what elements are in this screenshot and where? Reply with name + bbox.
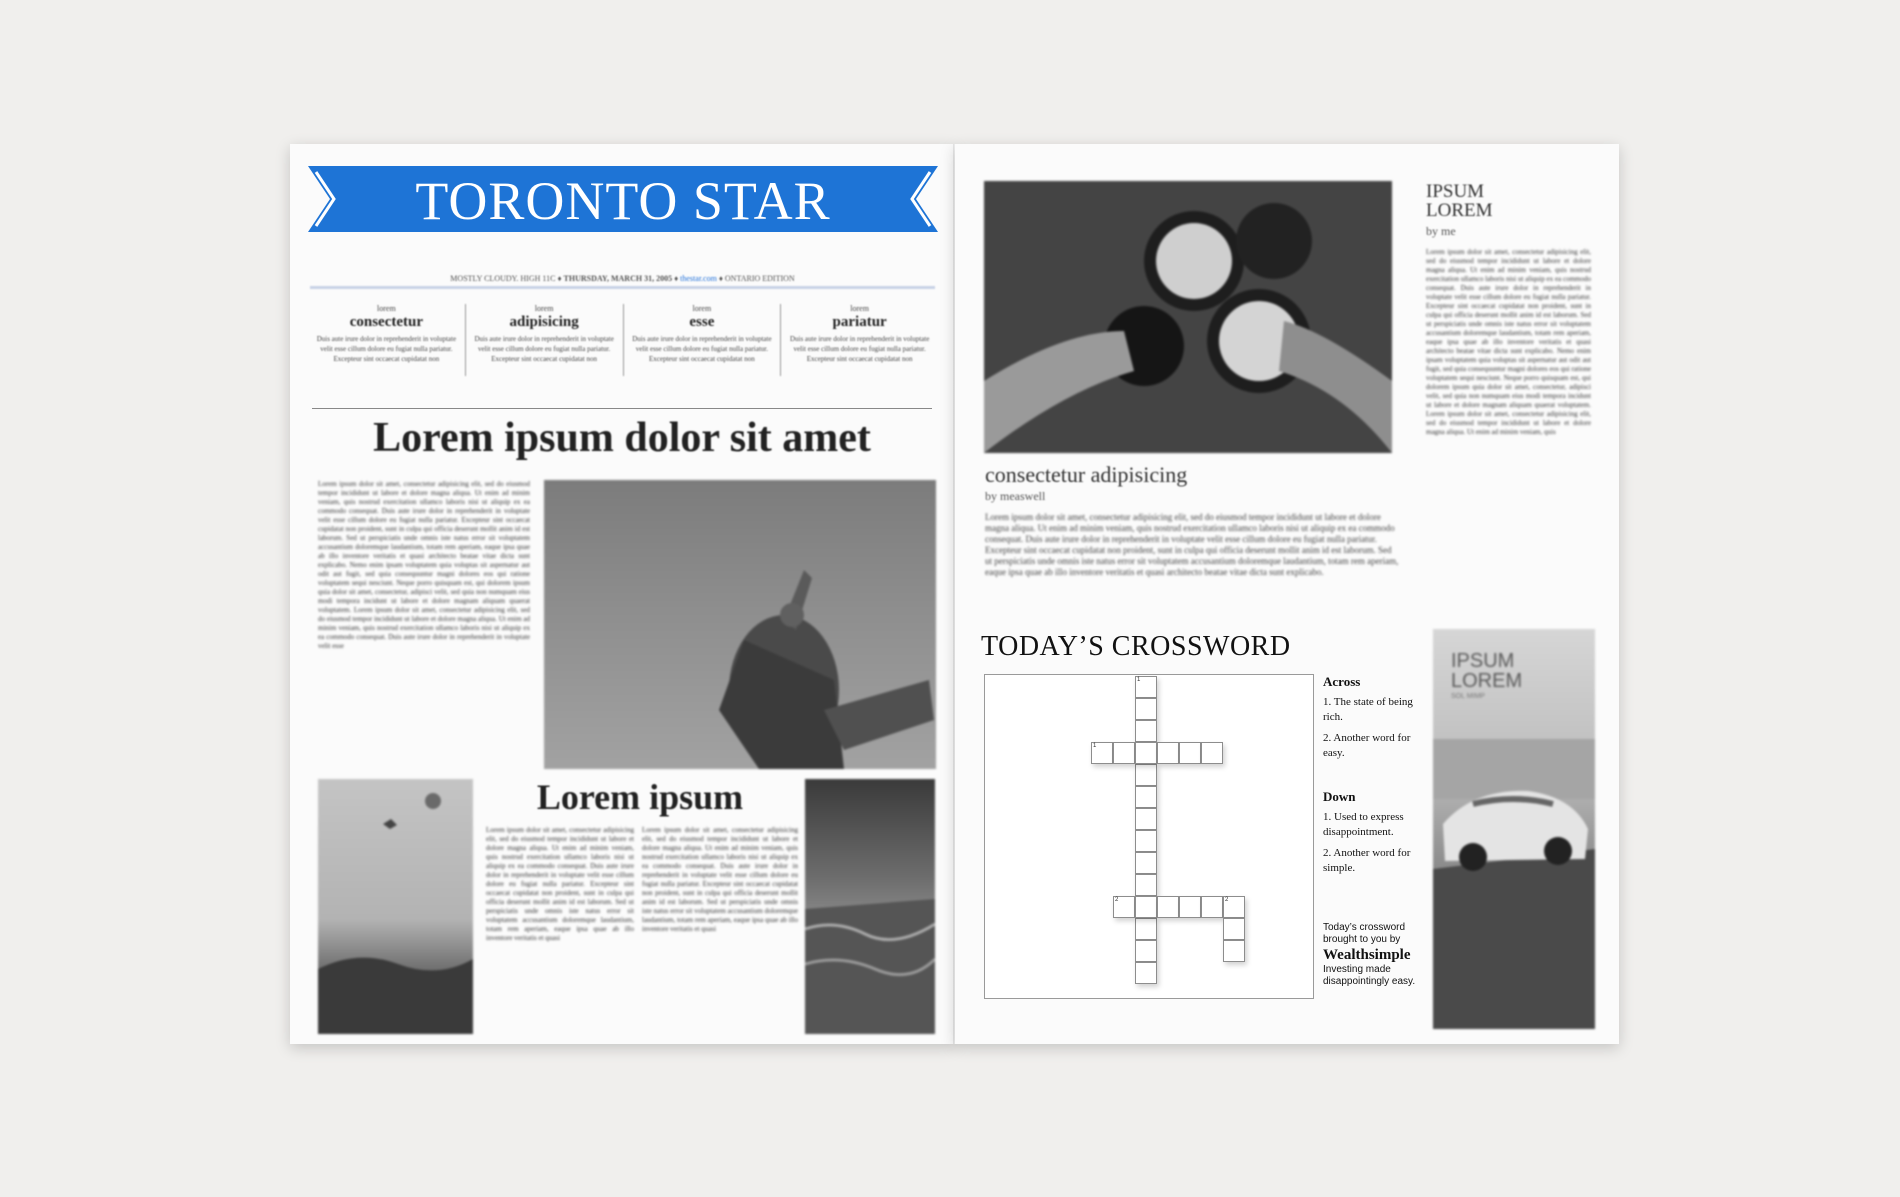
crossword-title: TODAY’S CROSSWORD	[981, 631, 1291, 662]
crossword-cell[interactable]	[1135, 764, 1157, 786]
crossword-cell[interactable]	[1113, 896, 1135, 918]
crossword-cell[interactable]	[1223, 896, 1245, 918]
masthead-title: TORONTO STAR	[415, 171, 831, 231]
teaser-headline: pariatur	[832, 314, 887, 330]
teaser-kicker: lorem	[534, 304, 554, 313]
date-text: THURSDAY, MARCH 31, 2005	[563, 274, 673, 283]
car-image	[1433, 629, 1595, 1029]
second-headline: Lorem ipsum	[536, 777, 744, 817]
crossword-cell[interactable]	[1201, 742, 1223, 764]
crossword-cell[interactable]	[1113, 742, 1135, 764]
sea-photo	[805, 779, 935, 1034]
teaser-body: Duis aute irure dolor in reprehenderit in voluptate velit esse cillum dolore eu fugiat nulla pariatur. Excepteur sint occaecat cupidatat non	[632, 335, 772, 363]
crossword-cell[interactable]	[1135, 852, 1157, 874]
feature-headline: consectetur adipisicing	[985, 462, 1188, 487]
sponsor-tagline: Investing made disappointingly easy.	[1323, 964, 1416, 987]
second-col-1: Lorem ipsum dolor sit amet, consectetur adipisicing elit, sed do eiusmod tempor incididunt ut labore et dolore magna aliqua. Ut enim ad minim veniam, quis nostrud exercitation ullamco laboris nisi ut aliquip ex ea commodo consequat. Duis aute irure dolor in reprehenderit in voluptate velit esse cillum dolore eu fugiat nulla pariatur. Excepteur sint occaecat cupidatat non proident, sunt in culpa qui officia deserunt mollit anim id est laborum. Sed ut perspiciatis unde omnis iste natus error sit voluptatem accusantium doloremque laudantium, totam rem aperiam, eaque ipsa quae ab illo inventore veritatis et quasi	[486, 826, 634, 942]
clue-down-2: 2. Another word for simple.	[1323, 847, 1411, 874]
teaser-body: Duis aute irure dolor in reprehenderit in voluptate velit esse cillum dolore eu fugiat nulla pariatur. Excepteur sint occaecat cupidatat non	[789, 335, 930, 363]
clue-number: 1	[1137, 677, 1141, 683]
crossword-cell[interactable]	[1135, 830, 1157, 852]
crossword-cell[interactable]	[1223, 940, 1245, 962]
site-link[interactable]: thestar.com	[680, 274, 717, 283]
separator: ♦	[557, 274, 562, 283]
clue-across-1: 1. The state of being rich.	[1323, 696, 1413, 723]
weather-text: MOSTLY CLOUDY. HIGH 11C	[450, 274, 556, 283]
crossword-cell[interactable]	[1135, 918, 1157, 940]
sidebar-byline: by me	[1426, 224, 1456, 238]
coffee-photo	[984, 181, 1392, 453]
crossword-cell[interactable]	[1135, 808, 1157, 830]
clue-number: 2	[1115, 897, 1119, 903]
crossword-cell[interactable]	[1201, 896, 1223, 918]
feature-body: Lorem ipsum dolor sit amet, consectetur adipisicing elit, sed do eiusmod tempor incididunt ut labore et dolore magna aliqua. Ut enim ad minim veniam, quis nostrud exercitation ullamco laboris nisi ut aliquip ex ea commodo consequat. Duis aute irure dolor in reprehenderit in voluptate velit esse cillum dolore eu fugiat nulla pariatur. Excepteur sint occaecat cupidatat non proident, sunt in culpa qui officia deserunt mollit anim id est laborum. Sed ut perspiciatis unde omnis iste natus error sit voluptatem accusantium doloremque laudantium, totam rem aperiam, eaque ipsa quae ab illo inventore veritatis et quasi architecto beatae vitae dicta sunt explicabo.	[985, 512, 1399, 577]
dateline	[310, 274, 935, 289]
crossword-cell[interactable]	[1091, 742, 1113, 764]
crossword-cell[interactable]	[1157, 742, 1179, 764]
sidebar-body: Lorem ipsum dolor sit amet, consectetur adipisicing elit, sed do eiusmod tempor incididunt ut labore et dolore magna aliqua. Ut enim ad minim veniam, quis nostrud exercitation ullamco laboris nisi ut aliquip ex ea commodo consequat. Duis aute irure dolor in reprehenderit in voluptate velit esse cillum dolore eu fugiat nulla pariatur. Excepteur sint occaecat cupidatat non proident, sunt in culpa qui officia deserunt mollit anim id est laborum. Sed ut perspiciatis unde omnis iste natus error sit voluptatem accusantium doloremque laudantium, totam rem aperiam, eaque ipsa quae ab illo inventore veritatis et quasi architecto beatae vitae dicta sunt explicabo. Nemo enim ipsam voluptatem quia voluptas sit aspernatur aut odit aut fugit, sed quia consequuntur magni dolores eos qui ratione voluptatem sequi nesciunt. Neque porro quisquam est, qui dolorem ipsum quia dolor sit amet, consectetur, adipisci velit, sed quia non numquam eius modi tempora incidunt ut labore et dolore magnam aliquam quaerat voluptatem. Lorem ipsum dolor sit amet, consectetur adipisicing elit, sed do eiusmod tempor incididunt ut labore et dolore magna aliqua. Ut enim ad minim veniam, quis	[1426, 248, 1591, 436]
teaser-kicker: lorem	[692, 304, 712, 313]
crossword-cell[interactable]	[1135, 698, 1157, 720]
car-ad[interactable]	[1433, 629, 1595, 1029]
clue-across-2: 2. Another word for easy.	[1323, 732, 1411, 759]
crossword-cell[interactable]	[1135, 874, 1157, 896]
crossword-cell[interactable]	[1135, 720, 1157, 742]
down-heading: Down	[1323, 789, 1356, 804]
sidebar-headline	[1426, 182, 1493, 220]
crossword-sponsor	[1323, 922, 1433, 988]
divider	[312, 408, 932, 409]
teaser-body: Duis aute irure dolor in reprehenderit in voluptate velit esse cillum dolore eu fugiat nulla pariatur. Excepteur sint occaecat cupidatat non	[316, 335, 457, 363]
landscape-image	[318, 779, 473, 1034]
teaser-headline: adipisicing	[509, 314, 579, 330]
sea-image	[805, 779, 935, 1034]
teaser-kicker: lorem	[377, 304, 396, 313]
edition-text: ONTARIO EDITION	[724, 274, 795, 283]
lead-headline: Lorem ipsum dolor sit amet	[373, 415, 871, 461]
teaser-kicker: lorem	[850, 304, 869, 313]
crossword-cell[interactable]	[1135, 896, 1157, 918]
separator: ♦	[718, 274, 723, 283]
crossword-cell[interactable]	[1135, 962, 1157, 984]
teaser-headline: consectetur	[349, 314, 424, 330]
landscape-photo	[318, 779, 473, 1034]
clue-number: 1	[1093, 743, 1097, 749]
second-col-2: Lorem ipsum dolor sit amet, consectetur adipisicing elit, sed do eiusmod tempor incididunt ut labore et dolore magna aliqua. Ut enim ad minim veniam, quis nostrud exercitation ullamco laboris nisi ut aliquip ex ea commodo consequat. Duis aute irure dolor in reprehenderit in voluptate velit esse cillum dolore eu fugiat nulla pariatur. Excepteur sint occaecat cupidatat non proident, sunt in culpa qui officia deserunt mollit anim id est laborum. Sed ut perspiciatis unde omnis iste natus error sit voluptatem accusantium doloremque laudantium, totam rem aperiam, eaque ipsa quae ab illo inventore veritatis et quasi	[642, 826, 798, 933]
left-page	[290, 144, 955, 1044]
clue-down-1: 1. Used to express disappointment.	[1323, 811, 1404, 838]
statue-photo	[544, 480, 936, 769]
lead-body: Lorem ipsum dolor sit amet, consectetur adipisicing elit, sed do eiusmod tempor incididunt ut labore et dolore magna aliqua. Ut enim ad minim veniam, quis nostrud exercitation ullamco laboris nisi ut aliquip ex ea commodo consequat. Duis aute irure dolor in reprehenderit in voluptate velit esse cillum dolore eu fugiat nulla pariatur. Excepteur sint occaecat cupidatat non proident, sunt in culpa qui officia deserunt mollit anim id est laborum. Sed ut perspiciatis unde omnis iste natus error sit voluptatem accusantium doloremque laudantium, totam rem aperiam, eaque ipsa quae ab illo inventore veritatis et quasi architecto beatae vitae dicta sunt explicabo. Nemo enim ipsam voluptatem quia voluptas sit aspernatur aut odit aut fugit, sed quia consequuntur magni dolores eos qui ratione voluptatem sequi nesciunt. Neque porro quisquam est, qui dolorem ipsum quia dolor sit amet, consectetur, adipisci velit, sed quia non numquam eius modi tempora incidunt ut labore et dolore magnam aliquam quaerat voluptatem. Lorem ipsum dolor sit amet, consectetur adipisicing elit, sed do eiusmod tempor incididunt ut labore et dolore magna aliqua. Ut enim ad minim veniam, quis nostrud exercitation ullamco laboris nisi ut aliquip ex ea commodo consequat. Duis aute irure dolor in reprehenderit in voluptate velit esse	[318, 480, 530, 650]
feature-byline: by measwell	[985, 489, 1046, 503]
crossword-cell[interactable]	[1179, 896, 1201, 918]
sponsor-brand[interactable]: Wealthsimple	[1323, 947, 1411, 963]
crossword-clues	[1323, 674, 1433, 882]
clue-number: 2	[1225, 897, 1229, 903]
sidebar-headline-line: IPSUM	[1426, 181, 1485, 202]
crossword-cell[interactable]	[1135, 940, 1157, 962]
teaser-body: Duis aute irure dolor in reprehenderit in voluptate velit esse cillum dolore eu fugiat nulla pariatur. Excepteur sint occaecat cupidatat non	[474, 335, 614, 363]
sidebar-headline-line: LOREM	[1426, 200, 1493, 221]
ad-headline-line: IPSUM	[1451, 650, 1515, 672]
ad-subtitle: SOL MIMP	[1451, 693, 1485, 700]
separator: ♦	[674, 274, 679, 283]
statue-image	[544, 480, 936, 769]
crossword-cell[interactable]	[1157, 896, 1179, 918]
crossword-cell[interactable]	[1135, 676, 1157, 698]
teaser[interactable]	[466, 304, 624, 376]
teaser[interactable]	[308, 304, 466, 376]
teaser-row	[308, 304, 938, 376]
across-heading: Across	[1323, 674, 1361, 689]
masthead	[308, 166, 938, 232]
crossword-cell[interactable]	[1135, 786, 1157, 808]
right-page	[955, 144, 1619, 1044]
ad-headline-line: LOREM	[1451, 670, 1523, 692]
teaser-headline: esse	[689, 314, 715, 330]
sponsor-line: Today’s crossword brought to you by	[1323, 922, 1406, 945]
crossword-grid[interactable]	[984, 674, 1314, 999]
teaser[interactable]	[624, 304, 782, 376]
crossword-cell[interactable]	[1179, 742, 1201, 764]
crossword-cell[interactable]	[1135, 742, 1157, 764]
coffee-image	[984, 181, 1392, 453]
teaser[interactable]	[781, 304, 938, 376]
crossword-cell[interactable]	[1223, 918, 1245, 940]
